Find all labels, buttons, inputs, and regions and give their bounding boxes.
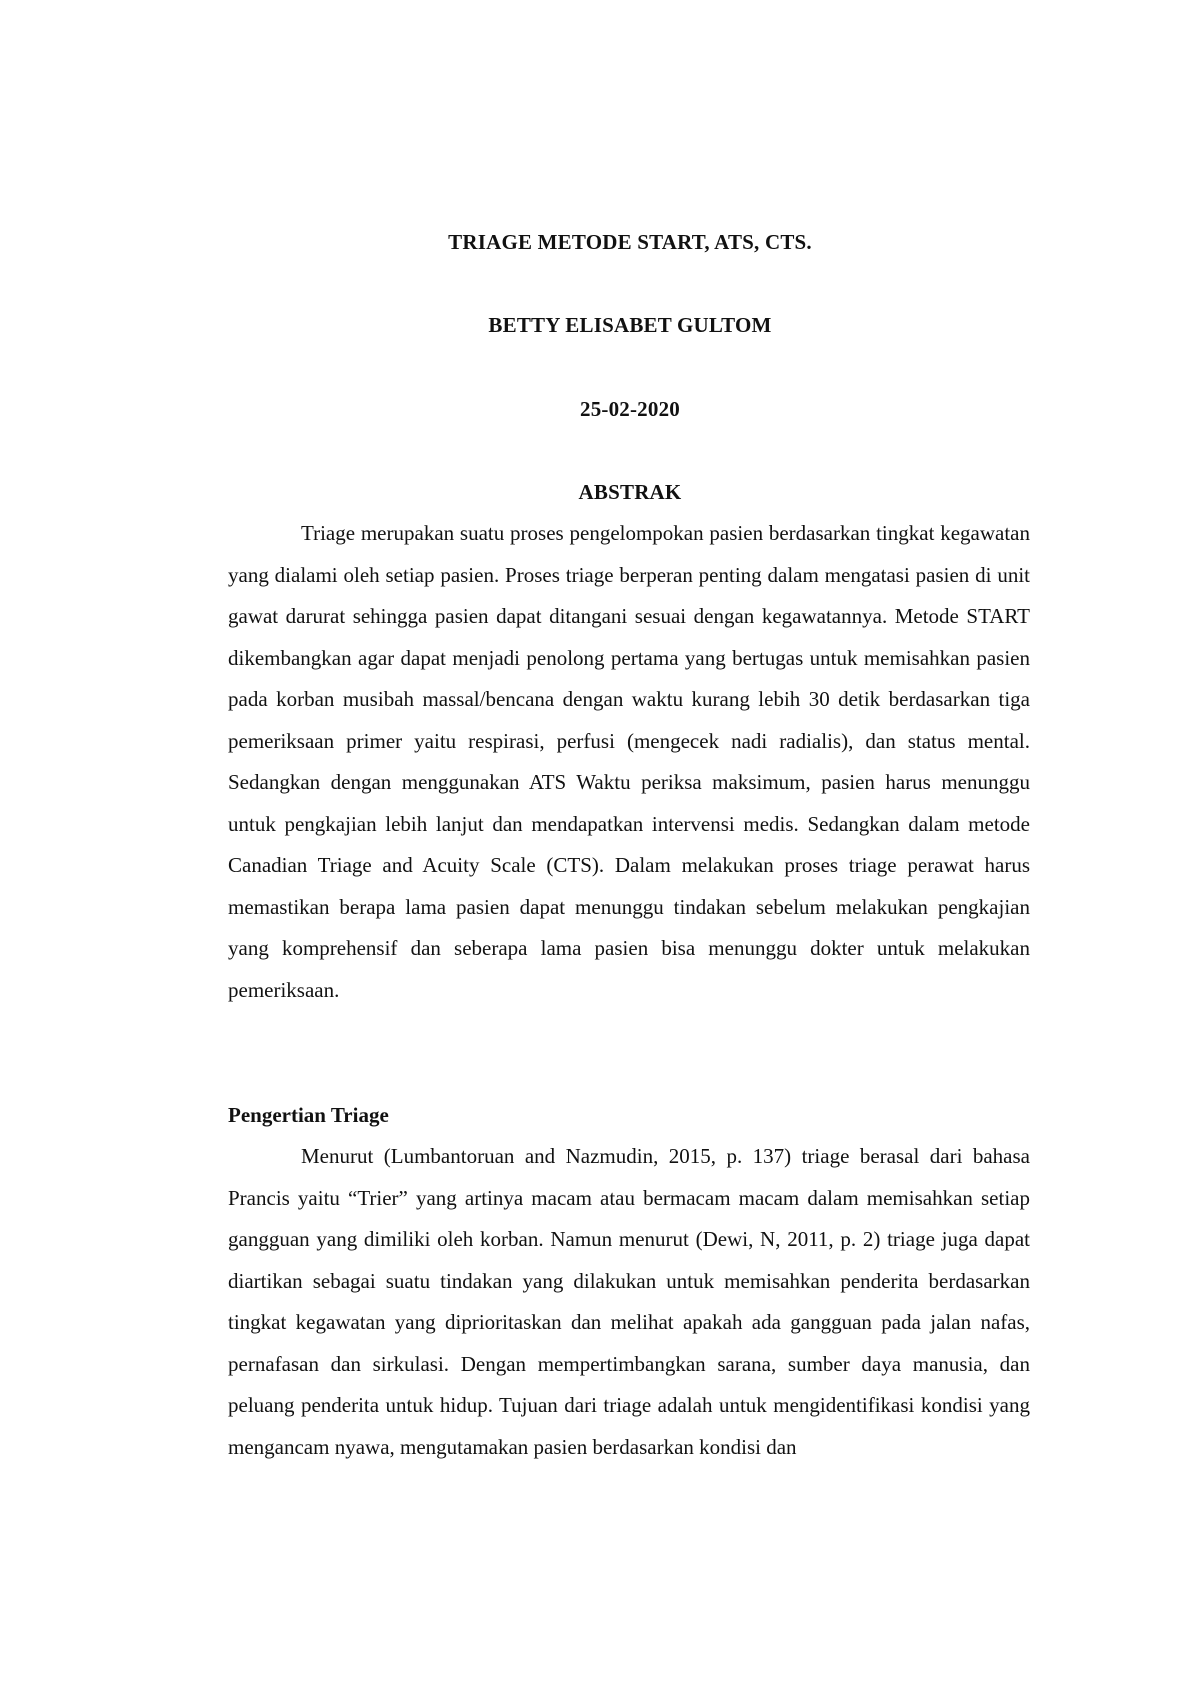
section-paragraph: Menurut (Lumbantoruan and Nazmudin, 2015, p. 137) triage berasal dari bahasa Prancis yaitu “Trier” yang artinya macam atau bermacam macam dalam memisahkan setiap gangguan yang dimiliki oleh korban. Namun menurut (Dewi, N, 2011, p. 2) triage juga dapat diartikan sebagai suatu tindakan yang dilakukan untuk memisahkan penderita berdasarkan tingkat kegawatan yang diprioritaskan dan melihat apakah ada gangguan pada jalan nafas, pernafasan dan sirkulasi. Dengan mempertimbangkan sarana, sumber daya manusia, dan peluang penderita untuk hidup. Tujuan dari triage adalah untuk mengidentifikasi kondisi yang mengancam nyawa, mengutamakan pasien berdasarkan kondisi dan (228, 1144, 1030, 1459)
author-name: BETTY ELISABET GULTOM (488, 313, 772, 337)
document-title: TRIAGE METODE START, ATS, CTS. (448, 230, 812, 254)
abstract-paragraph: Triage merupakan suatu proses pengelompokan pasien berdasarkan tingkat kegawatan yang dialami oleh setiap pasien. Proses triage berperan penting dalam mengatasi pasien di unit gawat darurat sehingga pasien dapat ditangani sesuai dengan kegawatannya. Metode START dikembangkan agar dapat menjadi penolong pertama yang bertugas untuk memisahkan pasien pada korban musibah massal/bencana dengan waktu kurang lebih 30 detik berdasarkan tiga pemeriksaan primer yaitu respirasi, perfusi (mengecek nadi radialis), dan status mental. Sedangkan dengan menggunakan ATS Waktu periksa maksimum, pasien harus menunggu untuk pengkajian lebih lanjut dan mendapatkan intervensi medis. Sedangkan dalam metode Canadian Triage and Acuity Scale (CTS). Dalam melakukan proses triage perawat harus memastikan berapa lama pasien dapat menunggu tindakan sebelum melakukan pengkajian yang komprehensif dan seberapa lama pasien bisa menunggu dokter untuk melakukan pemeriksaan. (228, 521, 1030, 1002)
section-heading: Pengertian Triage (228, 1103, 389, 1127)
document-date: 25-02-2020 (580, 397, 680, 421)
abstract-heading: ABSTRAK (578, 480, 682, 504)
